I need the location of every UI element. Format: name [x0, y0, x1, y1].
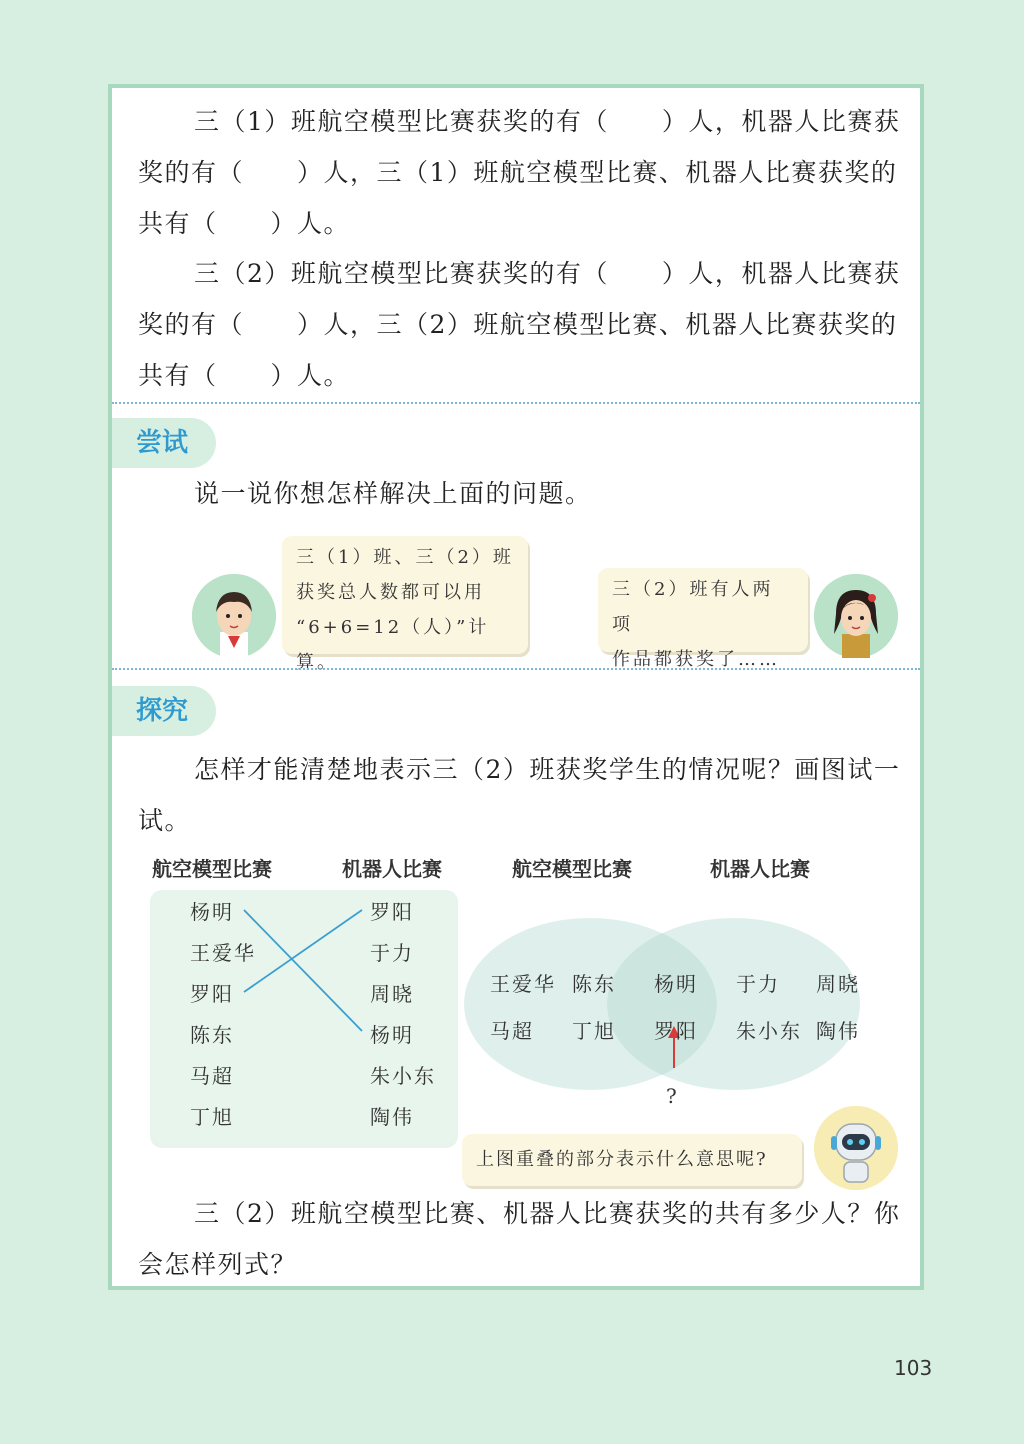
venn-left-name: 丁旭 — [572, 1019, 616, 1043]
list-left-item: 王爱华 — [190, 941, 256, 965]
venn-right-name: 陶伟 — [816, 1019, 860, 1043]
page-number: 103 — [894, 1356, 933, 1380]
list-right-item: 陶伟 — [370, 1105, 414, 1129]
boy-bubble-line-3: “6+6=12（人）”计算。 — [296, 617, 490, 673]
list-right-item: 罗阳 — [370, 900, 414, 924]
venn-right-name: 周晓 — [816, 972, 860, 996]
header-robot-1: 机器人比赛 — [342, 857, 442, 881]
final-question: 三（2）班航空模型比赛、机器人比赛获奖的共有多少人？你会怎样列式？ — [138, 1199, 901, 1279]
venn-left-name: 王爱华 — [490, 972, 556, 996]
girl-bubble-line-1: 三（2）班有人两项 — [612, 579, 774, 635]
venn-right-name: 朱小东 — [736, 1019, 802, 1043]
try-prompt: 说一说你想怎样解决上面的问题。 — [194, 479, 592, 508]
list-left-item: 杨明 — [190, 900, 234, 924]
boy-bubble-line-1: 三（1）班、三（2）班 — [296, 547, 514, 568]
venn-right-name: 于力 — [736, 972, 780, 996]
robot-icon — [814, 1106, 898, 1190]
list-right-item: 朱小东 — [370, 1064, 436, 1088]
venn-left-name: 马超 — [490, 1019, 534, 1043]
girl-bubble-line-2: 作品都获奖了…… — [612, 649, 780, 670]
content-card — [108, 84, 924, 1290]
problem-paragraph-2: 三（2）班航空模型比赛获奖的有（ ）人，机器人比赛获奖的有（ ）人，三（2）班航空模型比赛、机器人比赛获奖的共有（ ）人。 — [138, 259, 901, 390]
list-right-item: 周晓 — [370, 982, 414, 1006]
problem-paragraph-1: 三（1）班航空模型比赛获奖的有（ ）人，机器人比赛获奖的有（ ）人，三（1）班航空模型比赛、机器人比赛获奖的共有（ ）人。 — [138, 107, 901, 238]
venn-overlap-name: 罗阳 — [654, 1019, 698, 1043]
list-left-item: 陈东 — [190, 1023, 234, 1047]
list-left-item: 马超 — [190, 1064, 234, 1088]
header-robot-2: 机器人比赛 — [710, 857, 810, 881]
header-aviation-2: 航空模型比赛 — [512, 857, 632, 881]
list-right-item: 于力 — [370, 941, 414, 965]
robot-speech-bubble: 上图重叠的部分表示什么意思呢? — [462, 1134, 802, 1186]
venn-diagram — [462, 914, 862, 1114]
list-left-item: 丁旭 — [190, 1105, 234, 1129]
match-line-luoyang — [244, 910, 362, 992]
venn-overlap-name: 杨明 — [654, 972, 698, 996]
robot-avatar — [814, 1106, 898, 1190]
boy-bubble-line-2: 获奖总人数都可以用 — [296, 582, 485, 603]
list-left-item: 罗阳 — [190, 982, 234, 1006]
explore-prompt: 怎样才能清楚地表示三（2）班获奖学生的情况呢？画图试一试。 — [138, 755, 901, 835]
try-section-tag: 尝试 — [112, 418, 216, 468]
overlap-question-mark: ? — [666, 1084, 679, 1108]
explore-section-tag: 探究 — [112, 686, 216, 736]
match-line-yangming — [244, 910, 362, 1031]
venn-left-name: 陈东 — [572, 972, 616, 996]
list-right-item: 杨明 — [370, 1023, 414, 1047]
header-aviation-1: 航空模型比赛 — [152, 857, 272, 881]
